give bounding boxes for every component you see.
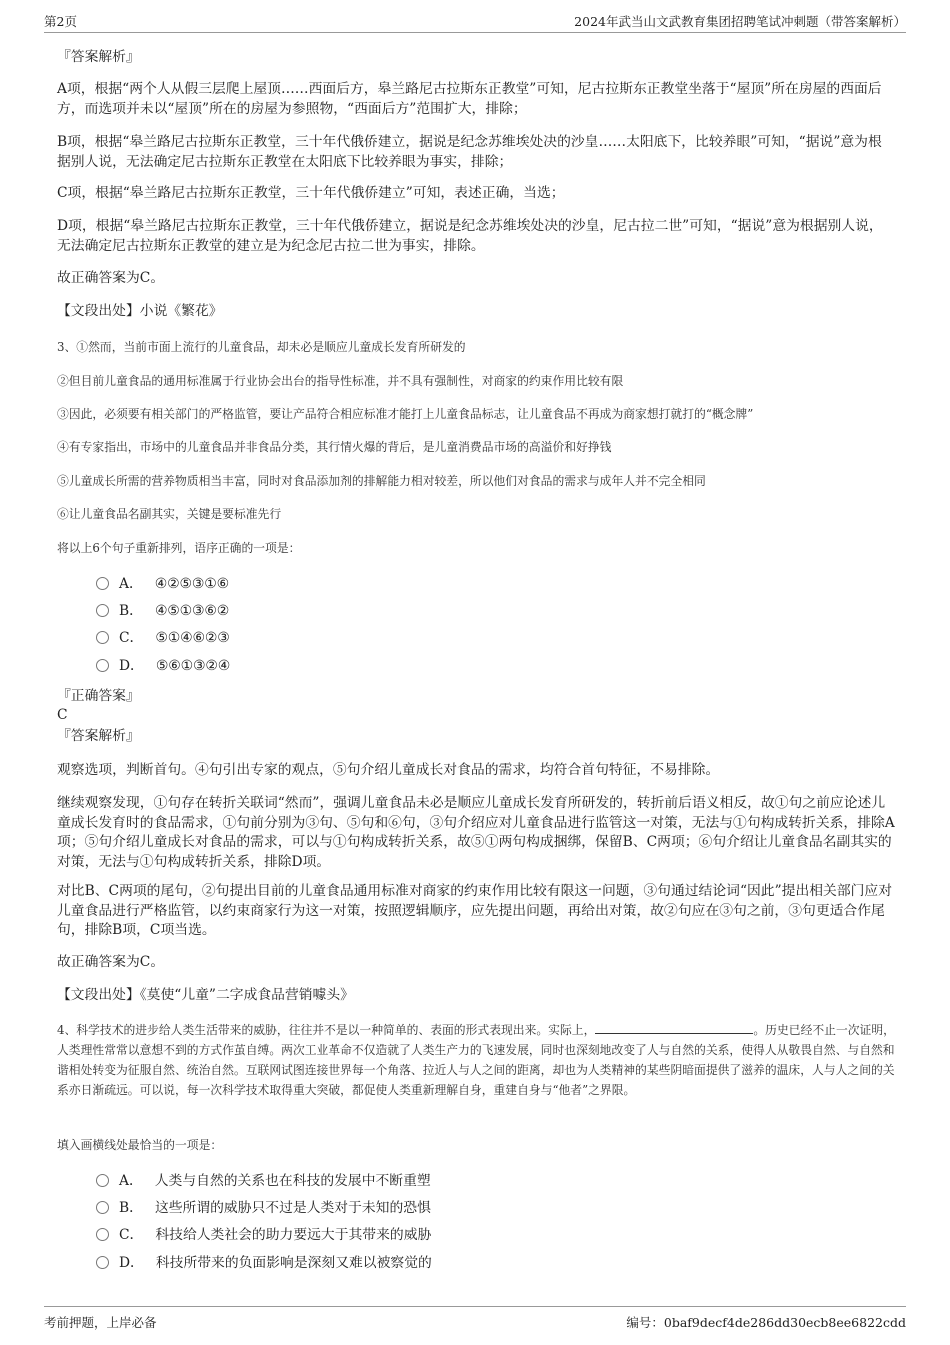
q3-analysis-2: 继续观察发现，①句存在转折关联词“然而”，强调儿童食品未必是顺应儿童成长发育所研发的，转折前后语义相反，故①句之前应论述儿童成长发育时的食品需求，①句前分别为③句、⑤句和⑥句，③句介绍应对儿童食品进行监管这一对策，无法与①句构成转折关系，排除A项；⑤句介绍儿童成长对食品的需求，可以与①句构成转折关系，故⑤①两句构成捆绑，保留B、C两项；⑥句介绍让儿童食品名副其实的对策，无法与①句构成转折关系，排除D项。 [57, 795, 895, 870]
q4-prompt: 填入画横线处最恰当的一项是： [57, 1138, 223, 1152]
q3-conclusion: 故正确答案为C。 [57, 954, 165, 970]
radio-icon[interactable] [96, 1228, 109, 1241]
q3-prompt: 将以上6个句子重新排列，语序正确的一项是： [57, 541, 301, 555]
radio-icon[interactable] [96, 1201, 109, 1214]
q4-option-a[interactable]: A． 人类与自然的关系也在科技的发展中不断重塑 [96, 1171, 431, 1191]
q3-sentence-2: ②但目前儿童食品的通用标准属于行业协会出台的指导性标准，并不具有强制性，对商家的约束作用比较有限 [57, 374, 624, 388]
q3-analysis-3: 对比B、C两项的尾句，②句提出目前的儿童食品通用标准对商家的约束作用比较有限这一问题，③句通过结论词“因此”提出相关部门应对儿童食品进行严格监管，以约束商家行为这一对策，按照逻辑顺序，应先提出问题，再给出对策，故②句应在③句之前，③句更适合作尾句，排除B项，C项当选。 [57, 883, 893, 938]
q3-option-c[interactable]: C． ⑤①④⑥②③ [96, 628, 230, 648]
q3-sentence-5: ⑤儿童成长所需的营养物质相当丰富，同时对食品添加剂的排解能力相对较差，所以他们对食品的需求与成年人并不完全相同 [57, 474, 706, 488]
q3-sentence-6: ⑥让儿童食品名副其实，关键是要标准先行 [57, 507, 282, 521]
q3-analysis-1: 观察选项，判断首句。④句引出专家的观点，⑤句介绍儿童成长对食品的需求，均符合首句特征，不易排除。 [57, 762, 720, 778]
q2-analysis-title: 『答案解析』 [57, 49, 140, 65]
radio-icon[interactable] [96, 1256, 109, 1269]
q3-sentence-1: 3、①然而，当前市面上流行的儿童食品，却未必是顺应儿童成长发育所研发的 [57, 340, 466, 354]
q3-answer-title: 『正确答案』 [57, 688, 140, 704]
q2-analysis-d: D项，根据“皋兰路尼古拉斯东正教堂，三十年代俄侨建立，据说是纪念苏维埃处决的沙皇，尼古拉二世”可知，“据说”意为根据别人说，无法确定尼古拉斯东正教堂的建立是为纪念尼古拉二世为事实，排除。 [57, 218, 883, 254]
q3-sentence-3: ③因此，必须要有相关部门的严格监管，要让产品符合相应标准才能打上儿童食品标志，让儿童食品不再成为商家想打就打的“概念牌” [57, 407, 754, 421]
q4-option-d[interactable]: D． 科技所带来的负面影响是深刻又难以被察觉的 [96, 1253, 432, 1273]
q4-stem: 4、科学技术的进步给人类生活带来的威胁，往往并不是以一种简单的、表面的形式表现出来。实际上， 。历史已经不止一次证明，人类理性常常以意想不到的方式作茧自缚。两次工业革命不仅造就了人类生产力的飞速发展，同时也深刻地改变了人与自然的关系，使得人从敬畏自然、与自然和谐相处转变为征服自然、统治自然。互联网试图连接世界每一个角落、拉近人与人之间的距离，却也为人类精神的某些阴暗面提供了滋养的温床，人与人之间的关系亦日渐疏远。可以说，每一次科学技术取得重大突破，都促使人类重新理解自身，重建自身与“他者”之界限。 [57, 1023, 895, 1097]
document-title: 2024年武当山文武教育集团招聘笔试冲刺题（带答案解析） [574, 14, 906, 29]
radio-icon[interactable] [96, 1174, 109, 1187]
footer-slogan: 考前押题，上岸必备 [44, 1315, 157, 1330]
q3-option-b[interactable]: B． ④⑤①③⑥② [96, 601, 229, 621]
radio-icon[interactable] [96, 659, 109, 672]
footer-divider [44, 1306, 906, 1307]
page-number: 第2页 [44, 14, 77, 29]
header-divider [44, 32, 906, 33]
q3-option-a[interactable]: A． ④②⑤③①⑥ [96, 574, 229, 594]
document-code: 编号：0baf9decf4de286dd30ecb8ee6822cdd [626, 1315, 906, 1330]
radio-icon[interactable] [96, 604, 109, 617]
q3-sentence-4: ④有专家指出，市场中的儿童食品并非食品分类，其行情火爆的背后，是儿童消费品市场的高溢价和好挣钱 [57, 440, 612, 454]
page-header [44, 12, 906, 32]
q2-analysis-a: A项，根据“两个人从假三层爬上屋顶……西面后方，皋兰路尼古拉斯东正教堂”可知，尼古拉斯东正教堂坐落于“屋顶”所在房屋的西面后方，而选项并未以“屋顶”所在的房屋为参照物，“西面后方”范围扩大，排除； [57, 81, 882, 117]
q4-option-c[interactable]: C． 科技给人类社会的助力要远大于其带来的威胁 [96, 1225, 431, 1245]
radio-icon[interactable] [96, 577, 109, 590]
q2-analysis-c: C项，根据“皋兰路尼古拉斯东正教堂，三十年代俄侨建立”可知，表述正确，当选； [57, 185, 565, 201]
q2-conclusion: 故正确答案为C。 [57, 270, 165, 286]
q4-option-b[interactable]: B． 这些所谓的威胁只不过是人类对于未知的恐惧 [96, 1198, 431, 1218]
q3-analysis-title: 『答案解析』 [57, 728, 140, 744]
q3-source: 【文段出处】《莫使“儿童”二字成食品营销噱头》 [57, 987, 354, 1003]
radio-icon[interactable] [96, 631, 109, 644]
fill-blank [595, 1021, 753, 1034]
q2-source: 【文段出处】小说《繁花》 [57, 303, 223, 319]
q3-option-d[interactable]: D． ⑤⑥①③②④ [96, 656, 230, 676]
q3-answer: C [57, 707, 68, 723]
q2-analysis-b: B项，根据“皋兰路尼古拉斯东正教堂，三十年代俄侨建立，据说是纪念苏维埃处决的沙皇……太阳底下，比较养眼”可知，“据说”意为根据别人说，无法确定尼古拉斯东正教堂在太阳底下比较养眼为事实，排除； [57, 134, 882, 170]
